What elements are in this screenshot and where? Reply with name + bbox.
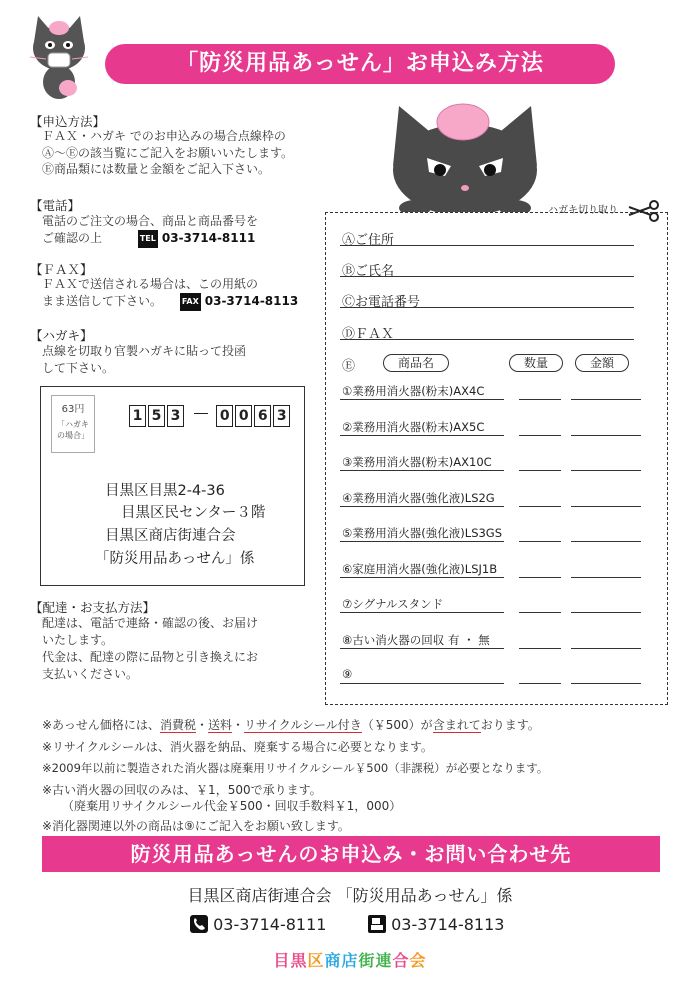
price-field[interactable] — [571, 683, 641, 684]
name-label: Ⓑご氏名 — [342, 264, 395, 279]
delivery-heading: 【配達・お支払方法】 — [30, 600, 156, 615]
cut-label: ハガキ切り取り — [548, 205, 618, 216]
quantity-field[interactable] — [519, 435, 561, 436]
page-title: 「防災用品あっせん」お申込み方法 — [105, 44, 615, 84]
fax-machine-icon — [368, 915, 386, 933]
note-5: （廃棄用リサイクルシール代金￥500・回収手数料￥1，000） — [62, 799, 402, 813]
product-name-line — [340, 648, 504, 649]
contact-org: 目黒区商店街連合会 「防災用品あっせん」係 — [187, 886, 513, 905]
product-name: ⑦シグナルスタンド — [342, 597, 444, 611]
fax-number: 03-3714-8113 — [204, 293, 299, 308]
fax-heading: 【ＦＡＸ】 — [30, 262, 93, 277]
stamp-box: 63円 「ハガキ の場合」 — [51, 395, 95, 453]
delivery-text: 配達は、電話で連絡・確認の後、お届け いたします。 代金は、配達の際に品物と引き換えにお 支払いください。 — [42, 616, 259, 681]
price-field[interactable] — [571, 506, 641, 507]
cat-mascot-small — [28, 12, 90, 100]
contact-fax: 03-3714-8113 — [368, 915, 504, 934]
logo-char: 店 — [341, 951, 359, 970]
note-4: ※古い消火器の回収のみは、￥1，500で承ります。 — [42, 783, 322, 797]
phone-number: 03-3714-8111 — [161, 230, 256, 245]
postcard-heading: 【ハガキ】 — [30, 328, 93, 343]
apply-heading: 【申込方法】 — [30, 114, 106, 129]
note-3: ※2009年以前に製造された消火器は廃棄用リサイクルシール￥500（非課税）が必要となります。 — [42, 761, 549, 775]
zip-code: 1 5 3 0 0 6 3 — [129, 405, 292, 427]
col-price: 金額 — [575, 354, 629, 372]
logo-char: 連 — [375, 951, 393, 970]
product-name: ⑧古い消火器の回収 有 ・ 無 — [342, 632, 490, 647]
fax-icon: FAX — [180, 293, 201, 312]
address-line-2: 目黒区民センター３階 — [121, 505, 266, 521]
phone-heading: 【電話】 — [30, 198, 81, 213]
product-name-line — [340, 435, 504, 436]
price-field[interactable] — [571, 612, 641, 613]
address-line-3: 目黒区商店街連合会 — [105, 528, 236, 544]
quantity-field[interactable] — [519, 577, 561, 578]
product-name-line — [340, 399, 504, 400]
logo-char: 商 — [324, 951, 342, 970]
product-name: ③業務用消火器(粉末)AX10C — [342, 455, 492, 469]
product-name: ⑤業務用消火器(強化液)LS3GS — [342, 526, 503, 540]
quantity-field[interactable] — [519, 506, 561, 507]
product-name-line — [340, 541, 504, 542]
org-logo — [0, 948, 700, 971]
price-field[interactable] — [571, 648, 641, 649]
product-name-line — [340, 470, 504, 471]
contact-tel: 03-3714-8111 — [190, 915, 326, 934]
note-6: ※消化器関連以外の商品は⑨にご記入をお願い致します。 — [42, 819, 350, 833]
product-name-line — [340, 612, 504, 613]
quantity-field[interactable] — [519, 612, 561, 613]
postcard-text: 点線を切取り官製ハガキに貼って投函 して下さい。 — [42, 344, 247, 375]
fax-field[interactable] — [340, 339, 634, 340]
tel-field[interactable] — [340, 307, 634, 308]
note-1: ※あっせん価格には、消費税・送料・リサイクルシール付き（￥500）が含まれております。 — [42, 718, 540, 732]
logo-char: 街 — [358, 951, 376, 970]
contact-banner: 防災用品あっせんのお申込み・お問い合わせ先 — [42, 836, 660, 872]
logo-char: 区 — [307, 951, 325, 970]
product-name: ⑥家庭用消火器(強化液)LSJ1B — [342, 561, 498, 576]
logo-char: 会 — [409, 951, 427, 970]
address-line-4: 「防災用品あっせん」係 — [95, 551, 255, 567]
address-field[interactable] — [340, 245, 634, 246]
logo-char: 黒 — [290, 951, 308, 970]
product-name: ⑨ — [342, 667, 353, 681]
price-field[interactable] — [571, 435, 641, 436]
col-product: 商品名 — [383, 354, 449, 372]
note-2: ※リサイクルシールは、消火器を納品、廃棄する場合に必要となります。 — [42, 740, 433, 754]
price-field[interactable] — [571, 577, 641, 578]
cat-mascot-large — [385, 96, 545, 212]
quantity-field[interactable] — [519, 541, 561, 542]
quantity-field[interactable] — [519, 399, 561, 400]
product-name-line — [340, 577, 504, 578]
tel-label: Ⓒお電話番号 — [342, 295, 421, 310]
product-name-line — [340, 683, 504, 684]
price-field[interactable] — [571, 470, 641, 471]
fax-label: ⒹＦＡＸ — [342, 327, 395, 342]
address-line-1: 目黒区目黒2-4-36 — [105, 483, 225, 499]
phone-text: 電話のご注文の場合、商品と商品番号を ご確認の上 TEL 03-3714-8111 — [42, 213, 258, 248]
quantity-field[interactable] — [519, 470, 561, 471]
product-name: ①業務用消火器(粉末)AX4C — [342, 384, 485, 398]
phone-icon — [190, 915, 208, 933]
product-name-line — [340, 506, 504, 507]
price-field[interactable] — [571, 541, 641, 542]
order-form — [325, 212, 668, 705]
address-label: Ⓐご住所 — [342, 233, 395, 248]
products-mark: Ⓔ — [342, 359, 356, 374]
quantity-field[interactable] — [519, 683, 561, 684]
logo-char: 目 — [273, 951, 291, 970]
quantity-field[interactable] — [519, 648, 561, 649]
postcard-sample — [40, 386, 305, 586]
price-field[interactable] — [571, 399, 641, 400]
fax-text: ＦＡＸで送信される場合は、この用紙の まま送信して下さい。 FAX 03-3714-8113 — [42, 276, 298, 311]
apply-text: ＦＡＸ・ハガキ でのお申込みの場合点線枠の Ⓐ〜Ⓔの該当覧にご記入をお願いいたします。 Ⓔ商品類には数量と金額をご記入下さい。 — [42, 129, 294, 176]
tel-icon: TEL — [138, 230, 158, 249]
logo-char: 合 — [392, 951, 410, 970]
product-name: ④業務用消火器(強化液)LS2G — [342, 490, 495, 505]
product-name: ②業務用消火器(粉末)AX5C — [342, 419, 485, 434]
name-field[interactable] — [340, 276, 634, 277]
col-qty: 数量 — [509, 354, 563, 372]
